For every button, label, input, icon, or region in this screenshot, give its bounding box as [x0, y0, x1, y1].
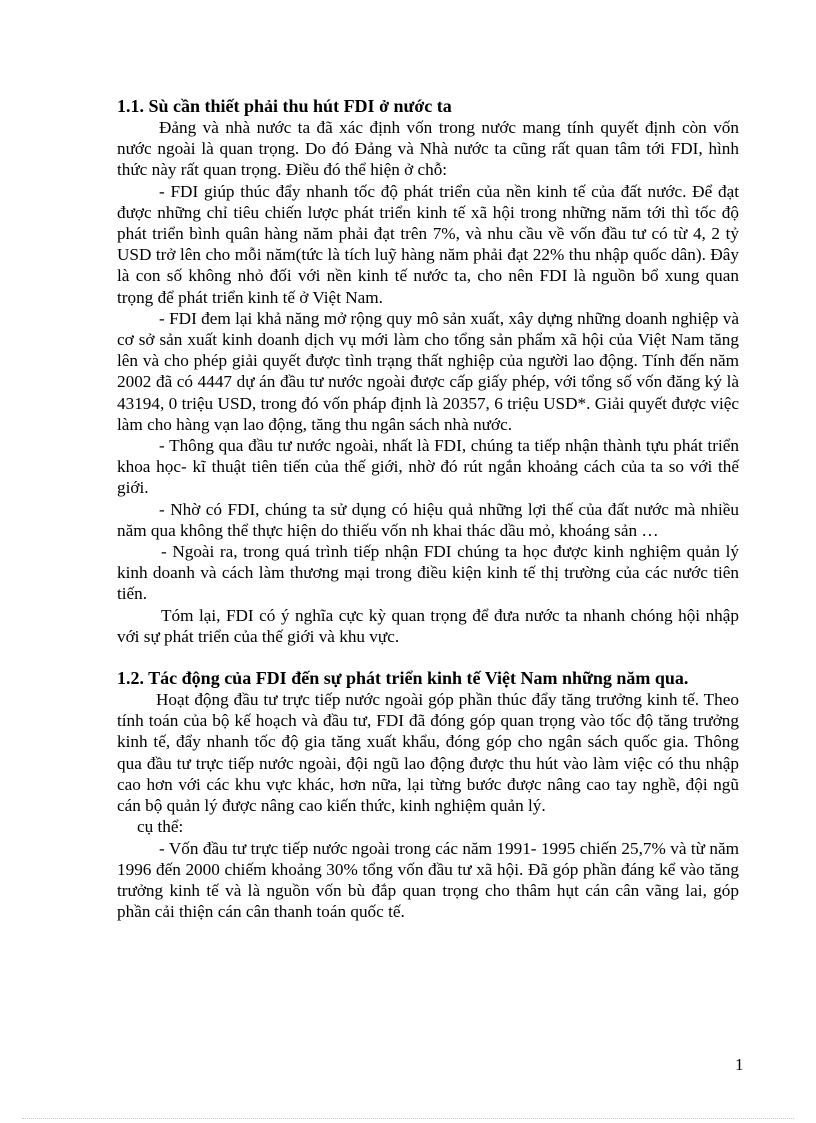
- section-2-specifics-label: cụ thể:: [137, 817, 184, 837]
- section-1-point-growth: - FDI giúp thúc đẩy nhanh tốc độ phát triển của nền kinh tế của đất nước. Để đạt được những chỉ tiêu chiến lược phát triển kinh tế xã hội trong những năm tới thì tốc độ phát triển bình quân hàng năm phải đạt trên 7%, và nhu cầu về vốn đầu tư có từ 4, 2 tỷ USD trở lên cho mỗi năm(tức là tích luỹ hàng năm phải đạt 22% thu nhập quốc dân). Đây là con số không nhỏ đối với nền kinh tế nước ta, cho nên FDI là nguồn bổ xung quan trọng để phát triển kinh tế ở Việt Nam.: [117, 181, 739, 307]
- section-2-point-investment: - Vốn đầu tư trực tiếp nước ngoài trong các năm 1991- 1995 chiến 25,7% và từ năm 1996 đến 2000 chiếm khoảng 30% tổng vốn đầu tư xã hội. Đã góp phần đáng kể vào tăng trưởng kinh tế và là nguồn vốn bù đắp quan trọng cho thâm hụt cán cân vãng lai, góp phần cải thiện cán cân thanh toán quốc tế.: [117, 838, 739, 922]
- section-2-intro-paragraph: Hoạt động đầu tư trực tiếp nước ngoài góp phần thúc đẩy tăng trưởng kinh tế. Theo tính toán của bộ kế hoạch và đầu tư, FDI đã đóng góp quan trọng vào tốc độ tăng trưởng kinh tế, đẩy nhanh tốc độ gia tăng xuất khẩu, đóng góp cho ngân sách quốc gia. Thông qua đầu tư trực tiếp nước ngoài, đội ngũ lao động được thu hút vào làm việc có thu nhập cao hơn với các khu vực khác, hơn nữa, lại từng bước được nâng cao tay nghề, đội ngũ cán bộ quản lý được nâng cao kiến thức, kinh nghiệm quản lý.: [117, 690, 739, 816]
- section-1-point-technology: - Thông qua đầu tư nước ngoài, nhất là FDI, chúng ta tiếp nhận thành tựu phát triển khoa học- kĩ thuật tiên tiến của thế giới, nhờ đó rút ngắn khoảng cách của ta so với thế giới.: [117, 436, 739, 498]
- section-1-intro-paragraph: Đảng và nhà nước ta đã xác định vốn trong nước mang tính quyết định còn vốn nước ngoài là quan trọng. Do đó Đảng và Nhà nước ta cũng rất quan tâm tới FDI, hình thức này rất quan trọng. Điều đó thể hiện ở chỗ:: [117, 118, 739, 180]
- section-1-heading: 1.1. Sù cần thiết phải thu hút FDI ở nước ta: [117, 96, 452, 116]
- document-page: [117, 95, 739, 922]
- section-1-point-experience: - Ngoài ra, trong quá trình tiếp nhận FDI chúng ta học được kinh nghiệm quản lý kinh doanh và cách làm thương mại trong điều kiện kinh tế thị trường của các nước tiên tiến.: [117, 542, 739, 604]
- section-1-point-advantages: - Nhờ có FDI, chúng ta sử dụng có hiệu quả những lợi thế của đất nước mà nhiều năm qua không thể thực hiện do thiếu vốn nh khai thác dầu mỏ, khoáng sản …: [117, 499, 739, 540]
- section-1-point-production: - FDI đem lại khả năng mở rộng quy mô sản xuất, xây dựng những doanh nghiệp và cơ sở sản xuất kinh doanh dịch vụ mới làm cho tổng sản phẩm xã hội của Việt Nam tăng lên và cho phép giải quyết được tình trạng thất nghiệp của người lao động. Tính đến năm 2002 đã có 4447 dự án đầu tư nước ngoài được cấp giấy phép, với tổng số vốn đăng ký là 43194, 0 triệu USD, trong đó vốn pháp định là 20357, 6 triệu USD*. Giải quyết được việc làm cho hàng vạn lao động, tăng thu ngân sách nhà nước.: [117, 308, 739, 434]
- section-1-summary: Tóm lại, FDI có ý nghĩa cực kỳ quan trọng để đưa nước ta nhanh chóng hội nhập với sự phát triển của thế giới và khu vực.: [117, 605, 739, 646]
- section-2-heading: 1.2. Tác động của FDI đến sự phát triển kinh tế Việt Nam những năm qua.: [117, 668, 689, 689]
- section-gap: [117, 647, 739, 667]
- footer-divider: [22, 1118, 794, 1119]
- page-number: 1: [735, 1055, 744, 1074]
